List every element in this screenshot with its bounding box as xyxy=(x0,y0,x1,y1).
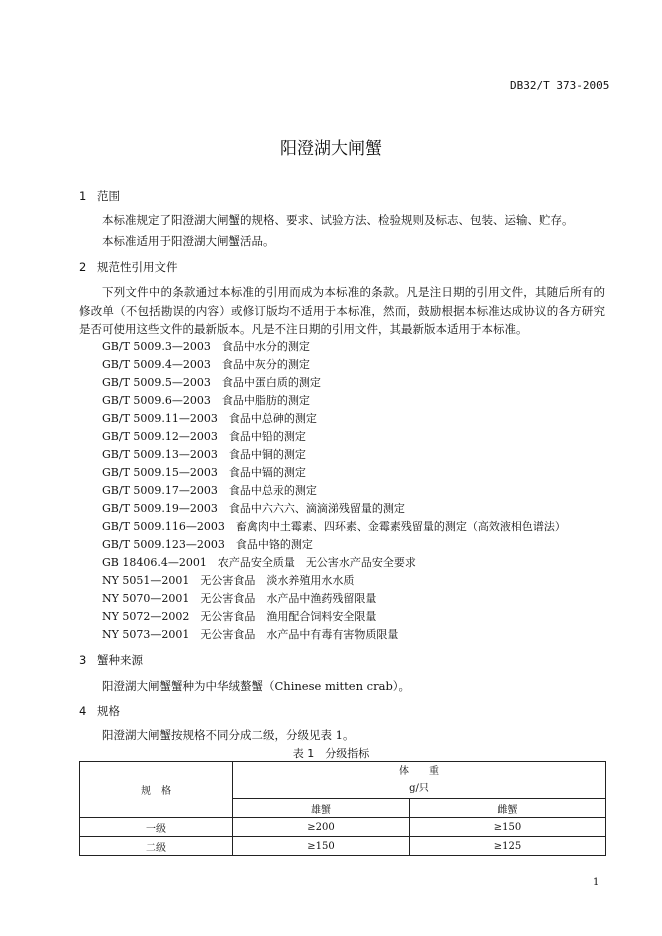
section-title: 规格 xyxy=(97,704,120,718)
table-header-female: 雌蟹 xyxy=(410,799,606,818)
reference-item xyxy=(102,518,566,534)
reference-code: GB/T 5009.19—2003 xyxy=(102,502,218,515)
section-heading-4 xyxy=(79,703,120,719)
reference-name: 食品中蛋白质的测定 xyxy=(221,376,321,389)
reference-item xyxy=(102,590,376,606)
table-caption: 表 1 分级指标 xyxy=(292,747,370,760)
table-row xyxy=(80,818,606,837)
reference-name: 无公害食品 渔用配合饲料安全限量 xyxy=(200,610,377,623)
reference-item xyxy=(102,464,306,480)
reference-name: 食品中脂肪的测定 xyxy=(221,394,310,407)
reference-item xyxy=(102,572,354,588)
reference-item xyxy=(102,500,405,516)
weight-unit: g/只 xyxy=(409,783,429,794)
paragraph: 本标准适用于阳澄湖大闸蟹活品。 xyxy=(102,234,275,248)
table-header-spec: 规 格 xyxy=(80,762,233,818)
reference-name: 食品中灰分的测定 xyxy=(221,358,310,371)
reference-name: 食品中镉的测定 xyxy=(228,466,306,479)
references-intro: 下列文件中的条款通过本标准的引用而成为本标准的条款。凡是注日期的引用文件，其随后所有的修改单（不包括勘误的内容）或修订版均不适用于本标准，然而，鼓励根据本标准达成协议的各方研究是否可使用这些文件的最新版本。凡是不注日期的引用文件，其最新版本适用于本标准。 xyxy=(79,285,605,336)
section-number: 4 xyxy=(79,704,87,718)
reference-name: 食品中铅的测定 xyxy=(228,430,306,443)
reference-item xyxy=(102,446,306,462)
reference-item xyxy=(102,374,321,390)
paragraph: 本标准规定了阳澄湖大闸蟹的规格、要求、试验方法、检验规则及标志、包装、运输、贮存。 xyxy=(102,213,574,227)
section-heading-2 xyxy=(79,259,178,275)
reference-item xyxy=(102,608,376,624)
reference-code: GB/T 5009.11—2003 xyxy=(102,412,218,425)
table-header-male: 雄蟹 xyxy=(233,799,410,818)
reference-item xyxy=(102,356,310,372)
reference-code: GB/T 5009.4—2003 xyxy=(102,358,211,371)
reference-item xyxy=(102,536,313,552)
reference-name: 食品中铜的测定 xyxy=(228,448,306,461)
reference-code: GB/T 5009.17—2003 xyxy=(102,484,218,497)
reference-code: GB/T 5009.6—2003 xyxy=(102,394,211,407)
section-heading-3 xyxy=(79,652,143,668)
reference-item xyxy=(102,338,310,354)
reference-item xyxy=(102,554,416,570)
table-header-weight xyxy=(233,762,606,799)
reference-code: GB/T 5009.12—2003 xyxy=(102,430,218,443)
reference-code: GB 18406.4—2001 xyxy=(102,556,207,569)
page-title: 阳澄湖大闸蟹 xyxy=(280,139,382,159)
reference-item xyxy=(102,626,398,642)
paragraph: 阳澄湖大闸蟹蟹种为中华绒螯蟹（Chinese mitten crab）。 xyxy=(102,679,411,693)
reference-code: GB/T 5009.3—2003 xyxy=(102,340,211,353)
section-title: 范围 xyxy=(97,189,120,203)
weight-label: 体 重 xyxy=(399,766,439,777)
reference-name: 食品中水分的测定 xyxy=(221,340,310,353)
reference-name: 食品中六六六、滴滴涕残留量的测定 xyxy=(228,502,405,515)
reference-item xyxy=(102,428,306,444)
reference-name: 无公害食品 水产品中有毒有害物质限量 xyxy=(200,628,399,641)
table-cell-female: ≥150 xyxy=(410,818,606,837)
reference-code: GB/T 5009.13—2003 xyxy=(102,448,218,461)
section-number: 1 xyxy=(79,189,87,203)
table-cell-male: ≥150 xyxy=(233,837,410,856)
table-row xyxy=(80,837,606,856)
section-title: 规范性引用文件 xyxy=(97,260,178,274)
reference-code: NY 5051—2001 xyxy=(102,574,190,587)
reference-name: 农产品安全质量 无公害水产品安全要求 xyxy=(217,556,416,569)
section-number: 3 xyxy=(79,653,87,667)
reference-code: GB/T 5009.5—2003 xyxy=(102,376,211,389)
reference-code: GB/T 5009.123—2003 xyxy=(102,538,225,551)
reference-code: NY 5072—2002 xyxy=(102,610,190,623)
section-heading-1 xyxy=(79,188,120,204)
grading-table xyxy=(79,761,606,856)
reference-code: NY 5073—2001 xyxy=(102,628,190,641)
reference-name: 无公害食品 淡水养殖用水水质 xyxy=(200,574,355,587)
table-cell-grade: 一级 xyxy=(80,818,233,837)
reference-code: GB/T 5009.116—2003 xyxy=(102,520,225,533)
reference-item xyxy=(102,410,317,426)
paragraph: 阳澄湖大闸蟹按规格不同分成二级，分级见表 1。 xyxy=(102,728,355,742)
reference-name: 畜禽肉中土霉素、四环素、金霉素残留量的测定（高效液相色谱法） xyxy=(235,520,566,533)
reference-name: 食品中总砷的测定 xyxy=(228,412,317,425)
section-title: 蟹种来源 xyxy=(97,653,143,667)
table-cell-male: ≥200 xyxy=(233,818,410,837)
reference-name: 无公害食品 水产品中渔药残留限量 xyxy=(200,592,377,605)
reference-item xyxy=(102,482,317,498)
document-number: DB32/T 373-2005 xyxy=(510,79,610,92)
reference-code: GB/T 5009.15—2003 xyxy=(102,466,218,479)
table-cell-female: ≥125 xyxy=(410,837,606,856)
section-number: 2 xyxy=(79,260,87,274)
reference-code: NY 5070—2001 xyxy=(102,592,190,605)
reference-item xyxy=(102,392,310,408)
reference-name: 食品中铬的测定 xyxy=(235,538,313,551)
page-number: 1 xyxy=(593,877,600,888)
table-cell-grade: 二级 xyxy=(80,837,233,856)
reference-name: 食品中总汞的测定 xyxy=(228,484,317,497)
table-header-row xyxy=(80,762,606,799)
